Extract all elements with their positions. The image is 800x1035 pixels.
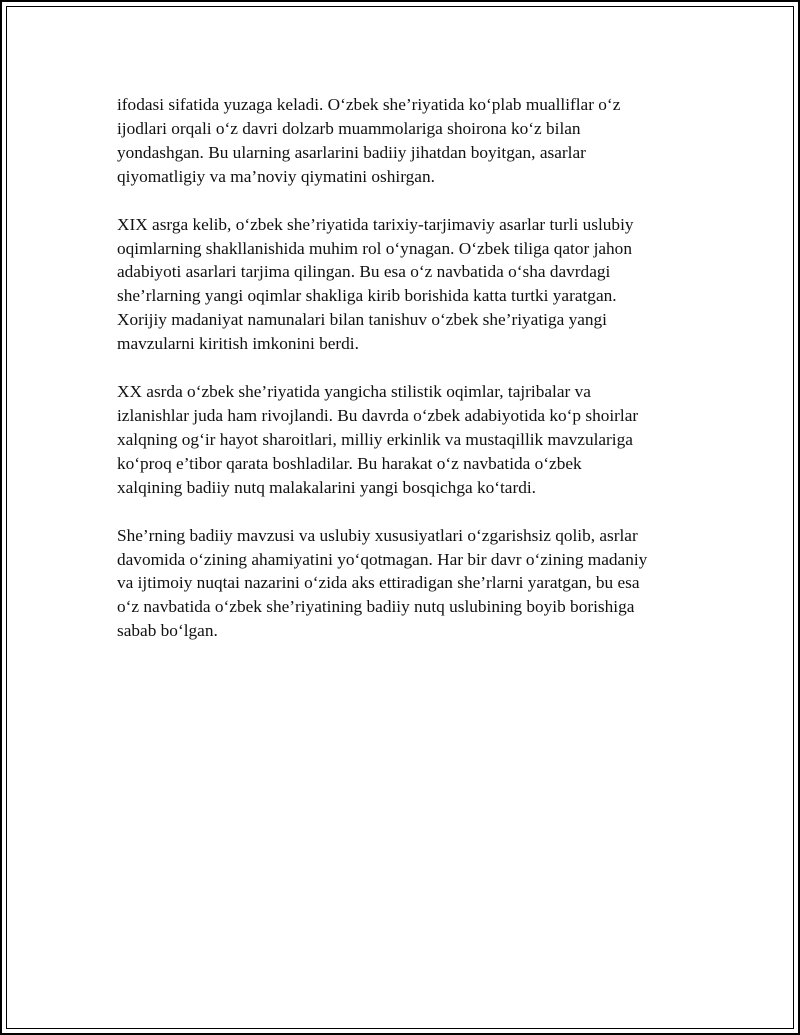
text-line: xalqining badiiy nutq malakalarini yangi bosqichga ko‘tardi. (117, 477, 536, 497)
text-line: yondashgan. Bu ularning asarlarini badiiy jihatdan boyitgan, asarlar (117, 142, 586, 162)
paragraph-1 (117, 93, 697, 189)
text-line: oqimlarning shakllanishida muhim rol o‘ynagan. O‘zbek tiliga qator jahon (117, 238, 632, 258)
text-line: Xorijiy madaniyat namunalari bilan tanishuv o‘zbek she’riyatiga yangi (117, 310, 607, 330)
text-line: o‘z navbatida o‘zbek she’riyatining badiiy nutq uslubining boyib borishiga (117, 597, 635, 617)
document-body (117, 93, 697, 667)
text-line: mavzularni kiritish imkonini berdi. (117, 334, 359, 354)
paragraph-2 (117, 213, 697, 356)
text-line: xalqning og‘ir hayot sharoitlari, milliy erkinlik va mustaqillik mavzulariga (117, 429, 633, 449)
text-line: ifodasi sifatida yuzaga keladi. O‘zbek she’riyatida ko‘plab mualliflar o‘z (117, 95, 621, 114)
text-line: She’rning badiiy mavzusi va uslubiy xususiyatlari o‘zgarishsiz qolib, asrlar (117, 525, 638, 545)
text-line: sabab bo‘lgan. (117, 621, 218, 641)
text-line: ko‘proq e’tibor qarata boshladilar. Bu harakat o‘z navbatida o‘zbek (117, 453, 582, 473)
paragraph-4 (117, 524, 697, 644)
text-line: davomida o‘zining ahamiyatini yo‘qotmagan. Har bir davr o‘zining madaniy (117, 549, 648, 569)
text-line: izlanishlar juda ham rivojlandi. Bu davrda o‘zbek adabiyotida ko‘p shoirlar (117, 405, 639, 425)
text-line: qiyomatligiy va ma’noviy qiymatini oshirgan. (117, 166, 435, 186)
text-line: XX asrda o‘zbek she’riyatida yangicha stilistik oqimlar, tajribalar va (117, 382, 591, 402)
text-line: va ijtimoiy nuqtai nazarini o‘zida aks ettiradigan she’rlarni yaratgan, bu esa (117, 573, 640, 593)
text-line: ijodlari orqali o‘z davri dolzarb muammolariga shoirona ko‘z bilan (117, 118, 581, 138)
text-line: adabiyoti asarlari tarjima qilingan. Bu esa o‘z navbatida o‘sha davrdagi (117, 262, 611, 282)
text-line: she’rlarning yangi oqimlar shakliga kirib borishida katta turtki yaratgan. (117, 286, 617, 306)
text-line: XIX asrga kelib, o‘zbek she’riyatida tarixiy-tarjimaviy asarlar turli uslubiy (117, 214, 634, 234)
paragraph-3 (117, 380, 697, 500)
